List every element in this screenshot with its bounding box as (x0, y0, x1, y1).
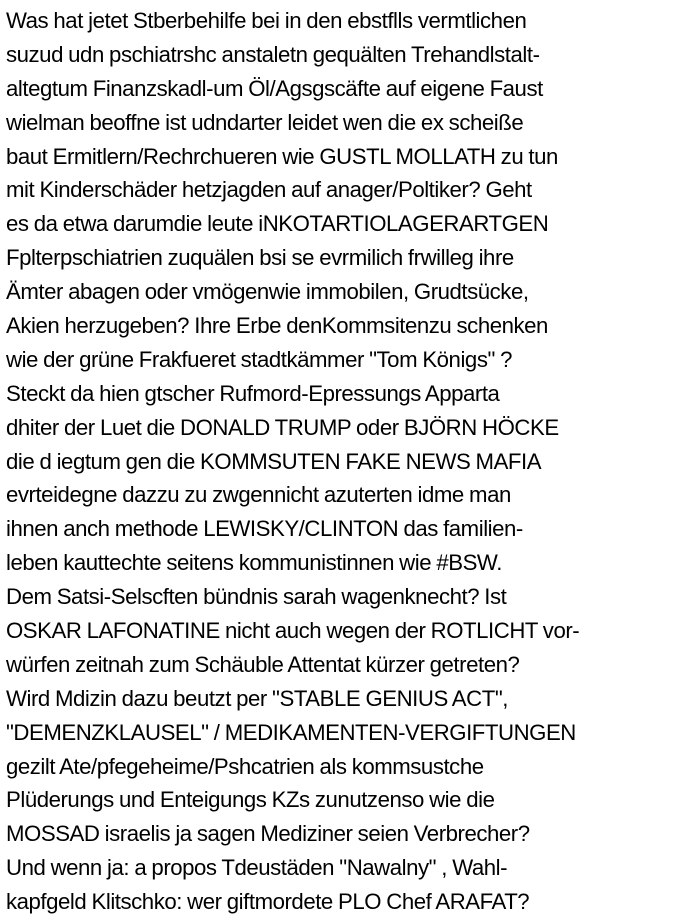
text-line: baut Ermitlern/Rechrchueren wie GUSTL MOLLATH zu tun (6, 143, 558, 169)
text-line: Fplterpschiatrien zuquälen bsi se evrmilich frwilleg ihre (6, 245, 514, 271)
text-line: würfen zeitnah zum Schäuble Attentat kürzer getreten? (6, 651, 520, 677)
text-line: wielman beoffne ist udndarter leidet wen die ex scheiße (6, 109, 524, 135)
document-text (6, 4, 684, 919)
text-line: Plüderungs und Enteigungs KZs zunutzenso wie die (6, 787, 495, 813)
text-line: Steckt da hien gtscher Rufmord-Epressungs Apparta (6, 380, 500, 406)
text-line: altegtum Finanzskadl-um Öl/Agsgscäfte auf eigene Faust (6, 75, 543, 101)
text-line: ihnen anch methode LEWISKY/CLINTON das familien- (6, 516, 523, 542)
text-line: wie der grüne Frakfueret stadtkämmer "Tom Königs" ? (6, 346, 512, 372)
text-line: dhiter der Luet die DONALD TRUMP oder BJÖRN HÖCKE (6, 414, 559, 440)
text-line: Wird Mdizin dazu beutzt per "STABLE GENIUS ACT", (6, 685, 508, 711)
text-line: Dem Satsi-Selscften bündnis sarah wagenknecht? Ist (6, 584, 507, 610)
text-line: Ämter abagen oder vmögenwie immobilen, Grudtsücke, (6, 279, 529, 305)
text-line: leben kauttechte seitens kommunistinnen wie #BSW. (6, 550, 502, 576)
text-line: "DEMENZKLAUSEL" / MEDIKAMENTEN-VERGIFTUNGEN (6, 719, 576, 745)
text-line: evrteidegne dazzu zu zwgennicht azuterten idme man (6, 482, 511, 508)
text-line: OSKAR LAFONATINE nicht auch wegen der ROTLICHT vor- (6, 618, 580, 644)
text-line: kapfgeld Klitschko: wer giftmordete PLO Chef ARAFAT? (6, 889, 530, 915)
text-line: Was hat jetet Stberbehilfe bei in den ebstflls vermtlichen (6, 8, 527, 33)
text-line: es da etwa darumdie leute iNKOTARTIOLAGERARTGEN (6, 211, 549, 237)
text-line: die d iegtum gen die KOMMSUTEN FAKE NEWS MAFIA (6, 448, 542, 474)
text-line: Und wenn ja: a propos Tdeustäden "Nawalny" , Wahl- (6, 855, 508, 881)
text-line: MOSSAD israelis ja sagen Mediziner seien Verbrecher? (6, 821, 530, 847)
text-line: gezilt Ate/pfegeheime/Pshcatrien als kommsustche (6, 753, 484, 779)
text-line: Akien herzugeben? Ihre Erbe denKommsitenzu schenken (6, 313, 548, 339)
text-line: mit Kinderschäder hetzjagden auf anager/Poltiker? Geht (6, 177, 532, 203)
text-line: suzud udn pschiatrshc anstaletn gequälten Trehandlstalt- (6, 41, 540, 67)
